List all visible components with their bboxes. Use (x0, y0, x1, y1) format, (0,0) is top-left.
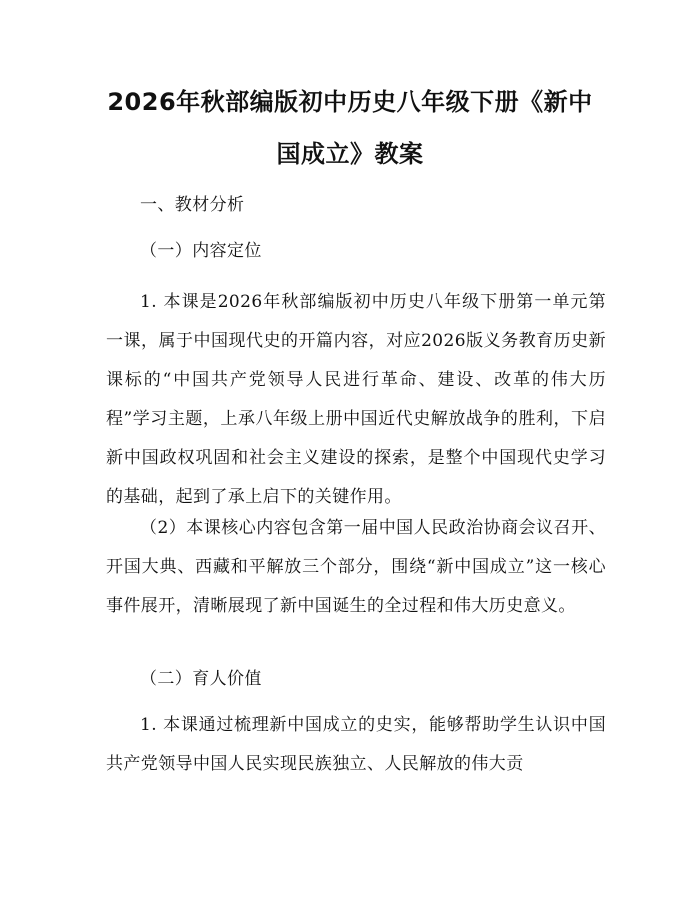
title-line-2: 国成立》教案 (276, 140, 424, 168)
title-line-1: 2026年秋部编版初中历史八年级下册《新中 (107, 88, 593, 116)
paragraph-content-positioning-1: 1. 本课是2026年秋部编版初中历史八年级下册第一单元第一课，属于中国现代史的开篇内容，对应2026版义务教育历史新课标的“中国共产党领导人民进行革命、建设、改革的伟大历程”学习主题，上承八年级上册中国近代史解放战争的胜利，下启新中国政权巩固和社会主义建设的探索，是整个中国现代史学习的基础，起到了承上启下的关键作用。 (106, 292, 606, 507)
subsection-heading-content-positioning: （一）内容定位 (140, 241, 262, 261)
paragraph-educational-value-1: 1. 本课通过梳理新中国成立的史实，能够帮助学生认识中国共产党领导中国人民实现民族独立、人民解放的伟大贡 (106, 715, 606, 774)
section-heading-textbook-analysis: 一、教材分析 (140, 195, 245, 215)
subsection-heading-educational-value: （二）育人价值 (140, 669, 262, 689)
paragraph-content-positioning-2: （2）本课核心内容包含第一届中国人民政治协商会议召开、开国大典、西藏和平解放三个部分，围绕“新中国成立”这一核心事件展开，清晰展现了新中国诞生的全过程和伟大历史意义。 (106, 518, 606, 616)
document-title (92, 76, 608, 180)
